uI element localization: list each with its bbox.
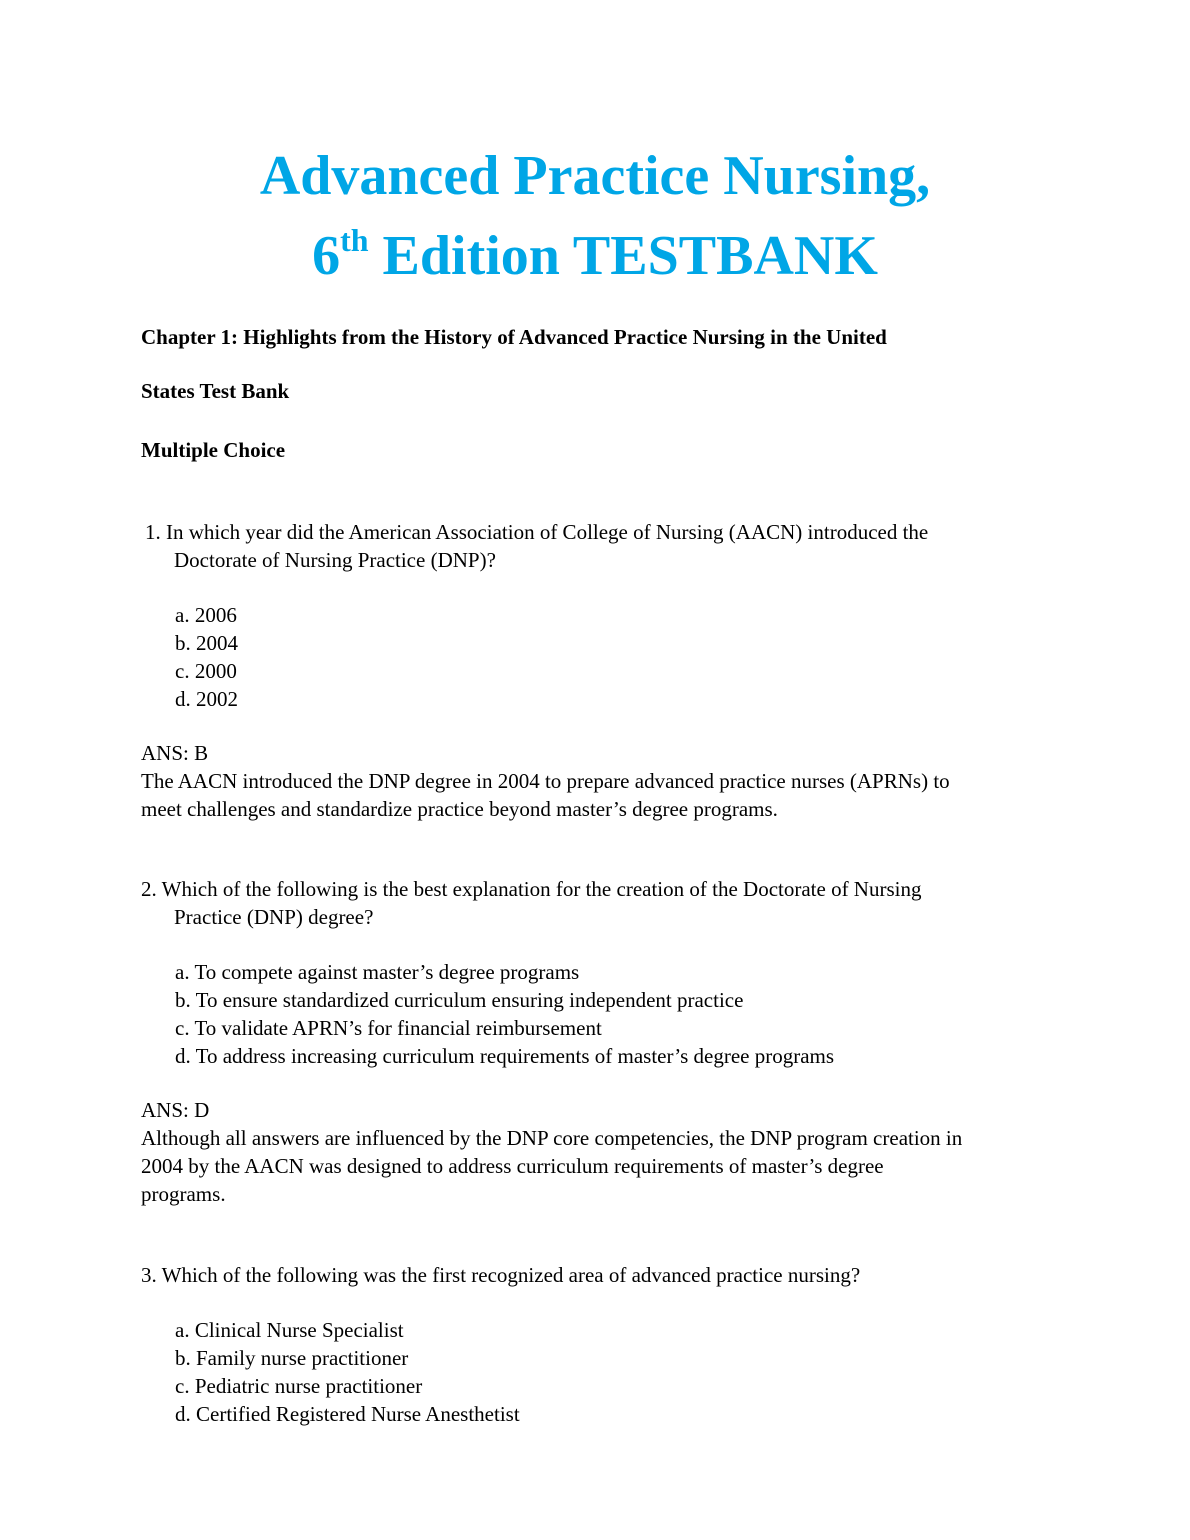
question-1-answer: ANS: B (141, 741, 209, 765)
document-title-line2 (0, 222, 1190, 287)
question-2-option-a: a. To compete against master’s degree programs (175, 960, 580, 984)
question-2-stem-line1: 2. Which of the following is the best explanation for the creation of the Doctorate of Nursing (141, 877, 922, 901)
question-3-option-a: a. Clinical Nurse Specialist (175, 1318, 404, 1342)
question-2-answer: ANS: D (141, 1098, 210, 1122)
question-3-option-c: c. Pediatric nurse practitioner (175, 1374, 423, 1398)
document-title-line1: Advanced Practice Nursing, (259, 145, 931, 207)
question-2-rationale-line1: Although all answers are influenced by the DNP core competencies, the DNP program creation in (141, 1126, 963, 1150)
question-2-rationale-line2: 2004 by the AACN was designed to address curriculum requirements of master’s degree (141, 1154, 884, 1178)
question-2-rationale-line3: programs. (141, 1182, 226, 1206)
edition-ordinal: th (340, 222, 369, 258)
edition-number: 6 (312, 225, 341, 287)
question-2-option-c: c. To validate APRN’s for financial reimbursement (175, 1016, 602, 1040)
question-1-option-c: c. 2000 (175, 659, 237, 683)
question-2-option-d: d. To address increasing curriculum requirements of master’s degree programs (175, 1044, 835, 1068)
question-1-option-a: a. 2006 (175, 603, 237, 627)
question-3-stem-line1: 3. Which of the following was the first recognized area of advanced practice nursing? (141, 1263, 861, 1287)
question-1-stem-line2: Doctorate of Nursing Practice (DNP)? (174, 548, 496, 572)
question-3-option-d: d. Certified Registered Nurse Anesthetist (175, 1402, 520, 1426)
question-1-rationale-line1: The AACN introduced the DNP degree in 2004 to prepare advanced practice nurses (APRNs) to (141, 769, 950, 793)
question-2-option-b: b. To ensure standardized curriculum ensuring independent practice (175, 988, 744, 1012)
chapter-heading-line1: Chapter 1: Highlights from the History of Advanced Practice Nursing in the United (141, 325, 887, 349)
question-3-option-b: b. Family nurse practitioner (175, 1346, 409, 1370)
question-2-stem-line2: Practice (DNP) degree? (174, 905, 374, 929)
question-1-option-d: d. 2002 (175, 687, 238, 711)
edition-text: Edition TESTBANK (368, 225, 878, 287)
chapter-heading-line2: States Test Bank (141, 379, 290, 403)
section-heading: Multiple Choice (141, 438, 286, 462)
question-1-rationale-line2: meet challenges and standardize practice beyond master’s degree programs. (141, 797, 778, 821)
question-1-stem-line1: 1. In which year did the American Association of College of Nursing (AACN) introduced the (145, 520, 929, 544)
question-1-option-b: b. 2004 (175, 631, 238, 655)
